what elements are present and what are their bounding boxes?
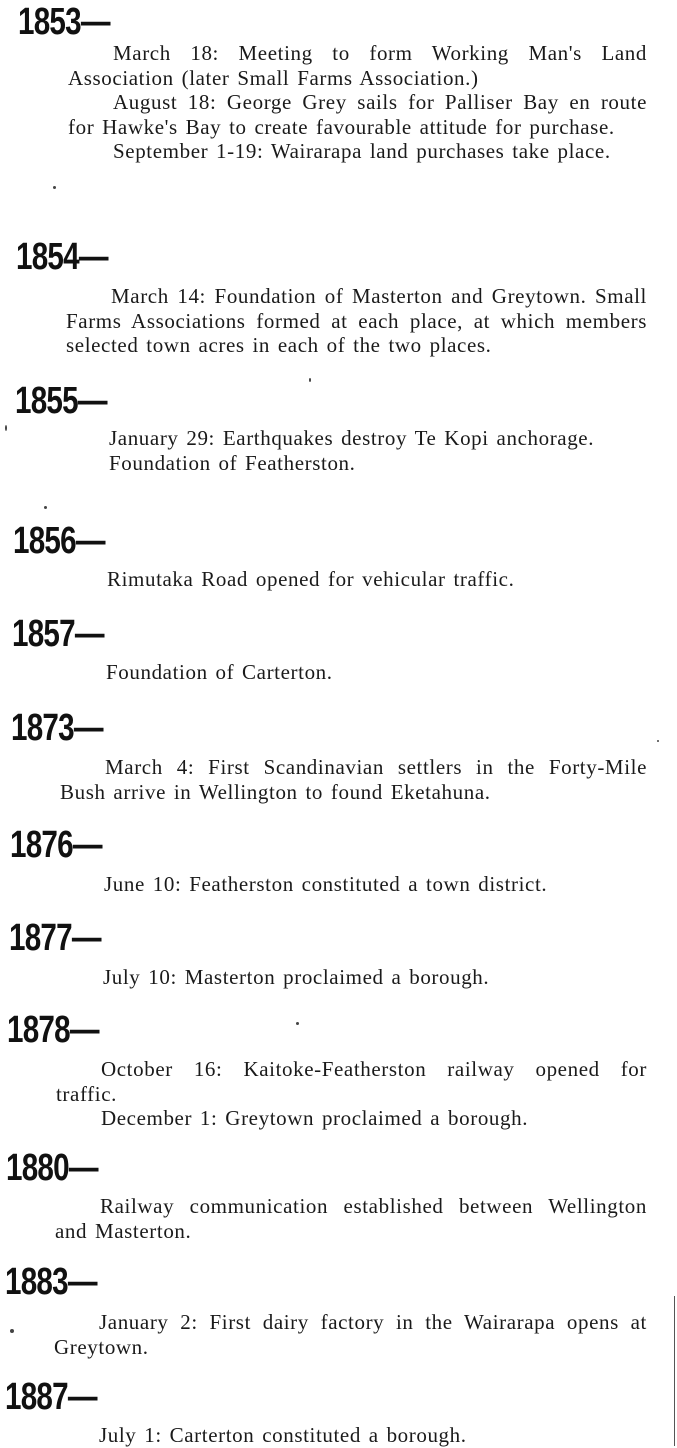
year-heading: 1853— [18, 1, 110, 43]
timeline-entry-1854-text [66, 284, 647, 358]
entry-paragraph: October 16: Kaitoke-Featherston railway opened for traffic. [56, 1057, 647, 1106]
timeline-entry-1857 [12, 614, 647, 654]
timeline-entry-1887-text [54, 1423, 647, 1448]
timeline-entry-1853-text [68, 41, 647, 164]
entry-paragraph: Railway communication established between Wellington and Masterton. [55, 1194, 647, 1243]
timeline-entry-1878-text [56, 1057, 647, 1131]
year-heading: 1857— [12, 613, 104, 655]
timeline-entry-1855-text [64, 426, 647, 475]
entry-paragraph: January 2: First dairy factory in the Wairarapa opens at Greytown. [54, 1310, 647, 1359]
entry-paragraph: September 1-19: Wairarapa land purchases take place. [113, 139, 611, 163]
timeline-entry-1880-text [55, 1194, 647, 1243]
year-heading: 1876— [10, 824, 102, 866]
timeline-entry-1880 [6, 1148, 647, 1188]
entry-paragraph: July 10: Masterton proclaimed a borough. [103, 965, 490, 989]
scan-speck [5, 425, 7, 431]
timeline-entry-1857-text [61, 660, 647, 685]
scan-speck [53, 186, 56, 189]
entry-paragraph: March 18: Meeting to form Working Man's Land Association (later Small Farms Association.) [68, 41, 647, 90]
timeline-entry-1887 [5, 1377, 647, 1417]
scan-speck [657, 740, 659, 742]
scan-edge-line [674, 1296, 675, 1446]
timeline-entry-1873-text [60, 755, 647, 804]
year-heading: 1887— [5, 1376, 97, 1418]
entry-paragraph: Foundation of Carterton. [106, 660, 333, 684]
timeline-entry-1877-text [58, 965, 647, 990]
timeline-entry-1873 [11, 708, 647, 748]
entry-paragraph: June 10: Featherston constituted a town district. [104, 872, 548, 896]
entry-paragraph: January 29: Earthquakes destroy Te Kopi anchorage. [109, 426, 595, 450]
scan-speck [309, 378, 311, 382]
year-heading: 1855— [15, 380, 107, 422]
entry-paragraph: August 18: George Grey sails for Palliser Bay en route for Hawke's Bay to create favourable attitude for purchase. [68, 90, 647, 139]
entry-paragraph: March 4: First Scandinavian settlers in the Forty-Mile Bush arrive in Wellington to found Eketahuna. [60, 755, 647, 804]
year-heading: 1877— [9, 917, 101, 959]
timeline-entry-1853 [18, 2, 647, 42]
timeline-entry-1878 [7, 1010, 647, 1050]
timeline-entry-1877 [9, 918, 647, 958]
entry-paragraph: July 1: Carterton constituted a borough. [99, 1423, 467, 1447]
timeline-entry-1876-text [59, 872, 647, 897]
timeline-entry-1856-text [62, 567, 647, 592]
timeline-entry-1883 [5, 1262, 647, 1302]
year-heading: 1854— [16, 236, 108, 278]
timeline-entry-1883-text [54, 1310, 647, 1359]
year-heading: 1856— [13, 520, 105, 562]
entry-paragraph: December 1: Greytown proclaimed a borough. [101, 1106, 529, 1130]
entry-paragraph: Foundation of Featherston. [109, 450, 356, 475]
scan-speck [296, 1022, 299, 1025]
year-heading: 1873— [11, 707, 103, 749]
timeline-entry-1856 [13, 521, 647, 561]
year-heading: 1880— [6, 1147, 98, 1189]
entry-paragraph: March 14: Foundation of Masterton and Greytown. Small Farms Associations formed at each place, at which members selected town acres in each of the two places. [66, 284, 647, 357]
timeline-entry-1855 [15, 381, 647, 421]
scan-speck [44, 506, 47, 509]
scan-speck [10, 1329, 14, 1333]
year-heading: 1878— [7, 1009, 99, 1051]
entry-paragraph: Rimutaka Road opened for vehicular traffic. [107, 567, 515, 591]
year-heading: 1883— [5, 1261, 97, 1303]
timeline-entry-1876 [10, 825, 647, 865]
timeline-entry-1854 [16, 237, 647, 277]
